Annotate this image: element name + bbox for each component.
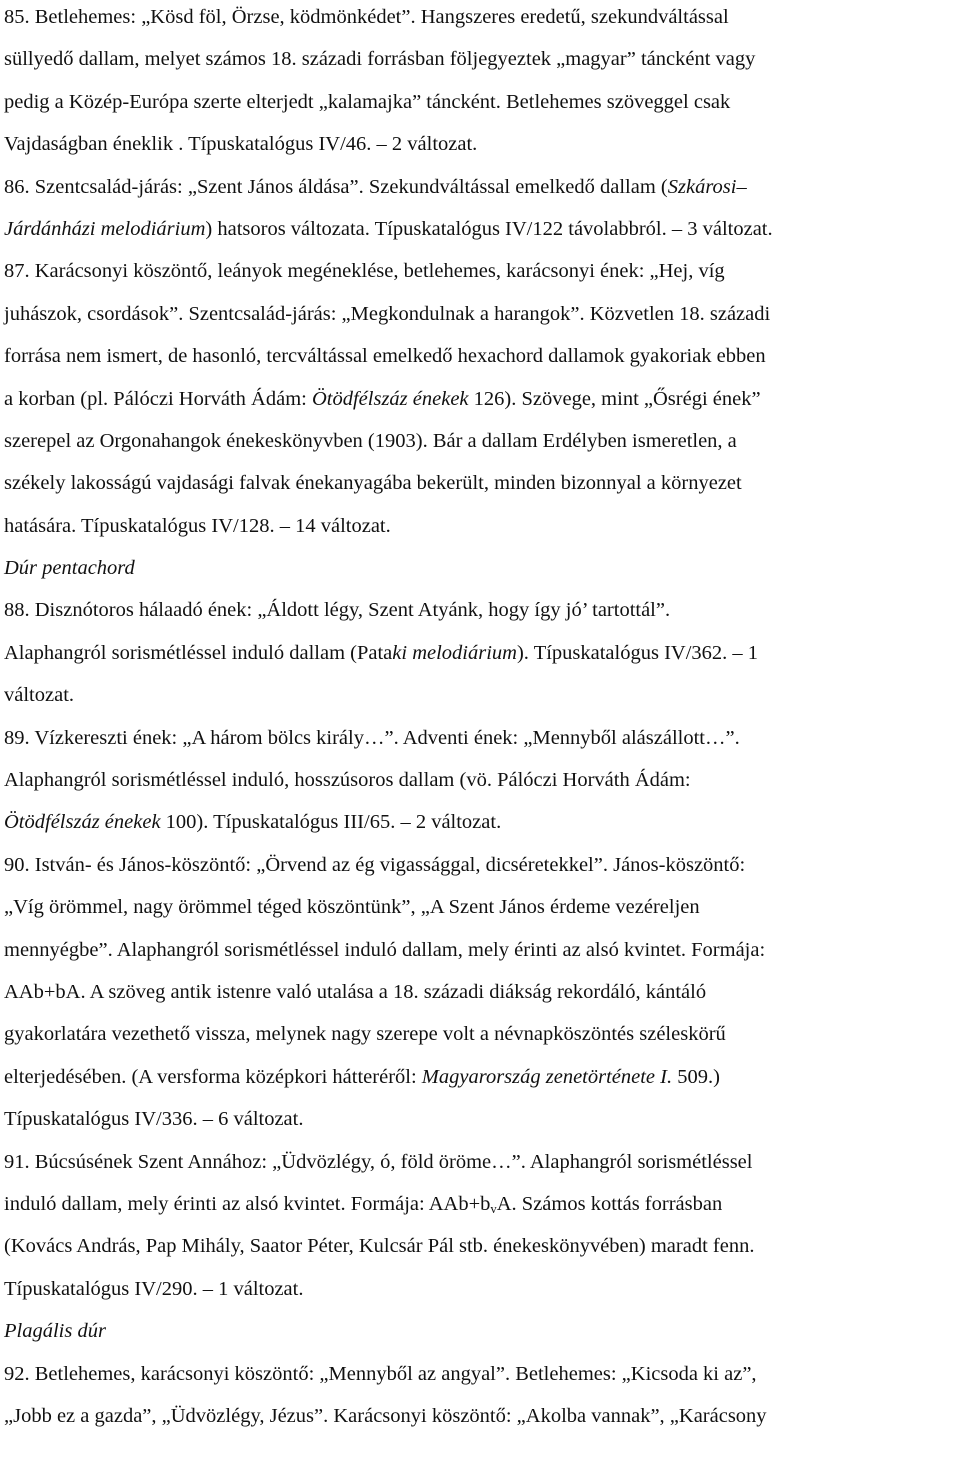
text-line <box>4 1098 956 1140</box>
text-line <box>4 335 956 377</box>
text-run: 89. Vízkereszti ének: „A három bölcs király…”. Adventi ének: „Mennyből alászállott…”. <box>4 726 740 749</box>
text-run: 86. Szentcsalád-járás: „Szent János áldása”. Szekundváltással emelkedő dallam ( <box>4 175 668 198</box>
text-run: 87. Karácsonyi köszöntő, leányok megéneklése, betlehemes, karácsonyi ének: „Hej, víg <box>4 260 725 283</box>
text-run: változat. <box>4 684 75 707</box>
text-run: Alaphangról sorismétléssel induló, hosszúsoros dallam (vö. Pálóczi Horváth Ádám: <box>4 769 691 792</box>
text-line <box>4 505 956 547</box>
text-line <box>4 759 956 801</box>
text-line <box>4 208 956 250</box>
document-page <box>4 0 956 1437</box>
text-run: „Jobb ez a gazda”, „Üdvözlégy, Jézus”. Karácsonyi köszöntő: „Akolba vannak”, „Karácsony <box>4 1404 767 1427</box>
text-run: hatására. Típuskatalógus IV/128. – 14 változat. <box>4 514 391 537</box>
text-run: 126). Szövege, mint „Ősrégi ének” <box>468 387 761 410</box>
italic-run: Ötödfélszáz énekek <box>311 387 469 410</box>
text-line <box>4 166 956 208</box>
heading-text: Dúr pentachord <box>4 557 135 580</box>
section-heading <box>4 1310 956 1352</box>
text-line <box>4 801 956 843</box>
text-line <box>4 1268 956 1310</box>
subscript-run: v <box>490 1202 497 1217</box>
text-run: forrása nem ismert, de hasonló, tercváltással emelkedő hexachord dallamok gyakoriak ebben <box>4 345 766 368</box>
text-line <box>4 674 956 716</box>
text-run: 85. Betlehemes: „Kösd föl, Örzse, ködmönkédet”. Hangszeres eredetű, szekundváltással <box>4 6 729 28</box>
text-line <box>4 632 956 674</box>
text-run: 509.) <box>672 1065 720 1088</box>
text-run: A. Számos kottás forrásban <box>496 1192 723 1215</box>
text-line <box>4 123 956 165</box>
text-line <box>4 81 956 123</box>
italic-run: ki melodiárium <box>392 641 517 664</box>
text-run: ). Típuskatalógus IV/362. – 1 <box>516 641 759 664</box>
text-run: 92. Betlehemes, karácsonyi köszöntő: „Mennyből az angyal”. Betlehemes: „Kicsoda ki az”, <box>4 1362 757 1385</box>
text-run: 88. Disznótoros hálaadó ének: „Áldott légy, Szent Atyánk, hogy így jó’ tartottál”. <box>4 599 671 622</box>
text-run: 100). Típuskatalógus III/65. – 2 változat. <box>160 811 502 834</box>
text-line <box>4 844 956 886</box>
text-run: elterjedésében. (A versforma középkori hátteréről: <box>4 1065 422 1088</box>
text-run: szerepel az Orgonahangok énekeskönyvben (1903). Bár a dallam Erdélyben ismeretlen, a <box>4 429 737 452</box>
text-line <box>4 717 956 759</box>
text-run: Típuskatalógus IV/336. – 6 változat. <box>4 1108 304 1131</box>
text-run: (Kovács András, Pap Mihály, Saator Péter, Kulcsár Pál stb. énekeskönyvében) maradt fenn. <box>4 1235 755 1258</box>
text-line <box>4 929 956 971</box>
text-run: 91. Búcsúsének Szent Annához: „Üdvözlégy, ó, föld öröme…”. Alaphangról sorismétléssel <box>4 1150 753 1173</box>
italic-run: Ötödfélszáz énekek <box>4 811 161 834</box>
text-run: pedig a Közép-Európa szerte elterjedt „kalamajka” táncként. Betlehemes szöveggel csak <box>4 90 731 113</box>
text-run: induló dallam, mely érinti az alsó kvintet. Formája: AAb+b <box>4 1192 491 1215</box>
text-line <box>4 38 956 80</box>
text-run: AAb+bA. A szöveg antik istenre való utalása a 18. századi diákság rekordáló, kántáló <box>4 980 707 1003</box>
text-line <box>4 0 956 38</box>
text-run: székely lakosságú vajdasági falvak énekanyagába bekerült, minden bizonnyal a környezet <box>4 472 742 495</box>
text-line <box>4 462 956 504</box>
text-line <box>4 250 956 292</box>
text-line <box>4 293 956 335</box>
text-line <box>4 886 956 928</box>
text-run: ) hatsoros változata. Típuskatalógus IV/122 távolabbról. – 3 változat. <box>205 217 773 240</box>
text-run: juhászok, csordások”. Szentcsalád-járás: „Megkondulnak a harangok”. Közvetlen 18. századi <box>4 302 771 325</box>
text-run: a korban (pl. Pálóczi Horváth Ádám: <box>4 387 312 410</box>
text-run: Vajdaságban éneklik . Típuskatalógus IV/46. – 2 változat. <box>4 133 478 156</box>
italic-run: Magyarország zenetörténete I. <box>421 1065 673 1088</box>
text-line <box>4 1056 956 1098</box>
text-line <box>4 971 956 1013</box>
text-run: 90. István- és János-köszöntő: „Örvend az ég vigassággal, dicséretekkel”. János-köszöntő: <box>4 853 746 876</box>
text-run: mennyégbe”. Alaphangról sorismétléssel induló dallam, mely érinti az alsó kvintet. Formája: <box>4 938 766 961</box>
italic-run: Járdánházi melodiárium <box>4 217 206 240</box>
heading-text: Plagális dúr <box>4 1320 106 1343</box>
text-line <box>4 1013 956 1055</box>
text-run: gyakorlatára vezethető vissza, melynek nagy szerepe volt a névnapköszöntés széleskörű <box>4 1023 726 1046</box>
text-line <box>4 1353 956 1395</box>
text-line <box>4 420 956 462</box>
text-run: Típuskatalógus IV/290. – 1 változat. <box>4 1277 304 1300</box>
text-line <box>4 1225 956 1267</box>
text-run: süllyedő dallam, melyet számos 18. századi forrásban följegyeztek „magyar” táncként vagy <box>4 48 756 71</box>
text-run: Alaphangról sorismétléssel induló dallam (Pata <box>4 641 393 664</box>
italic-run: Szkárosi– <box>667 175 747 198</box>
text-line <box>4 378 956 420</box>
text-line <box>4 1141 956 1183</box>
text-line <box>4 1183 956 1225</box>
text-line <box>4 1395 956 1437</box>
section-heading <box>4 547 956 589</box>
text-line <box>4 589 956 631</box>
text-run: „Víg örömmel, nagy örömmel téged köszöntünk”, „A Szent János érdeme vezéreljen <box>4 896 700 919</box>
